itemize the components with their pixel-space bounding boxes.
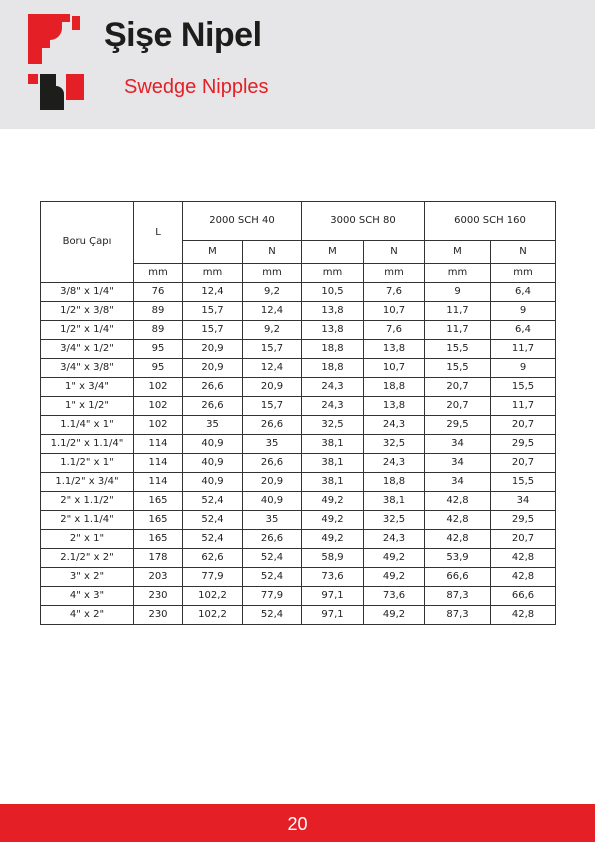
- header-group: 3000 SCH 80: [302, 202, 425, 241]
- pipe-size-cell: 1" x 3/4": [41, 378, 134, 397]
- page-subtitle: Swedge Nipples: [124, 76, 269, 98]
- value-cell: 11,7: [425, 321, 491, 340]
- pipe-size-cell: 2" x 1.1/2": [41, 492, 134, 511]
- value-cell: 97,1: [302, 606, 364, 625]
- header-sub-col: M: [425, 241, 491, 264]
- value-cell: 32,5: [364, 435, 425, 454]
- value-cell: 230: [134, 587, 183, 606]
- value-cell: 18,8: [302, 359, 364, 378]
- value-cell: 114: [134, 473, 183, 492]
- value-cell: 20,9: [243, 378, 302, 397]
- value-cell: 10,7: [364, 302, 425, 321]
- value-cell: 42,8: [491, 606, 556, 625]
- value-cell: 12,4: [243, 359, 302, 378]
- table-row: [41, 511, 556, 530]
- value-cell: 165: [134, 530, 183, 549]
- table-row: [41, 492, 556, 511]
- value-cell: 10,7: [364, 359, 425, 378]
- value-cell: 10,5: [302, 283, 364, 302]
- value-cell: 49,2: [364, 568, 425, 587]
- value-cell: 32,5: [364, 511, 425, 530]
- value-cell: 203: [134, 568, 183, 587]
- pipe-size-cell: 3/4" x 1/2": [41, 340, 134, 359]
- table-row: [41, 340, 556, 359]
- value-cell: 77,9: [243, 587, 302, 606]
- pipe-size-cell: 3" x 2": [41, 568, 134, 587]
- value-cell: 13,8: [364, 397, 425, 416]
- value-cell: 87,3: [425, 606, 491, 625]
- header-group: 2000 SCH 40: [183, 202, 302, 241]
- pipe-size-cell: 1.1/2" x 1": [41, 454, 134, 473]
- value-cell: 13,8: [302, 302, 364, 321]
- value-cell: 15,5: [425, 340, 491, 359]
- value-cell: 165: [134, 492, 183, 511]
- value-cell: 58,9: [302, 549, 364, 568]
- table-row: [41, 359, 556, 378]
- value-cell: 87,3: [425, 587, 491, 606]
- value-cell: 66,6: [491, 587, 556, 606]
- pipe-size-cell: 1/2" x 1/4": [41, 321, 134, 340]
- table-row: [41, 435, 556, 454]
- value-cell: 29,5: [491, 435, 556, 454]
- header-group: 6000 SCH 160: [425, 202, 556, 241]
- value-cell: 15,7: [183, 321, 243, 340]
- value-cell: 97,1: [302, 587, 364, 606]
- value-cell: 34: [425, 473, 491, 492]
- pipe-size-cell: 1.1/4" x 1": [41, 416, 134, 435]
- unit-cell: mm: [364, 264, 425, 283]
- value-cell: 52,4: [183, 492, 243, 511]
- value-cell: 114: [134, 454, 183, 473]
- pipe-size-cell: 1" x 1/2": [41, 397, 134, 416]
- value-cell: 49,2: [302, 530, 364, 549]
- value-cell: 9: [491, 302, 556, 321]
- value-cell: 12,4: [183, 283, 243, 302]
- value-cell: 15,7: [183, 302, 243, 321]
- value-cell: 42,8: [491, 549, 556, 568]
- value-cell: 66,6: [425, 568, 491, 587]
- table-row: [41, 473, 556, 492]
- value-cell: 29,5: [425, 416, 491, 435]
- value-cell: 40,9: [183, 435, 243, 454]
- pipe-size-cell: 1.1/2" x 3/4": [41, 473, 134, 492]
- value-cell: 102: [134, 397, 183, 416]
- value-cell: 9,2: [243, 283, 302, 302]
- value-cell: 18,8: [302, 340, 364, 359]
- value-cell: 20,9: [183, 359, 243, 378]
- value-cell: 20,9: [243, 473, 302, 492]
- value-cell: 20,7: [491, 416, 556, 435]
- pipe-size-cell: 2" x 1.1/4": [41, 511, 134, 530]
- value-cell: 178: [134, 549, 183, 568]
- page-number: 20: [287, 814, 308, 834]
- value-cell: 13,8: [364, 340, 425, 359]
- value-cell: 73,6: [302, 568, 364, 587]
- value-cell: 49,2: [302, 492, 364, 511]
- company-logo-icon: [26, 12, 86, 112]
- value-cell: 18,8: [364, 378, 425, 397]
- value-cell: 26,6: [183, 397, 243, 416]
- value-cell: 12,4: [243, 302, 302, 321]
- value-cell: 13,8: [302, 321, 364, 340]
- table-row: [41, 606, 556, 625]
- value-cell: 49,2: [364, 549, 425, 568]
- value-cell: 15,7: [243, 397, 302, 416]
- value-cell: 52,4: [243, 549, 302, 568]
- header-pipe-diameter: Boru Çapı: [41, 202, 134, 283]
- value-cell: 95: [134, 359, 183, 378]
- value-cell: 7,6: [364, 283, 425, 302]
- value-cell: 20,7: [491, 530, 556, 549]
- header-length: L: [134, 202, 183, 264]
- table-row: [41, 397, 556, 416]
- value-cell: 26,6: [243, 530, 302, 549]
- value-cell: 6,4: [491, 321, 556, 340]
- table-row: [41, 454, 556, 473]
- value-cell: 24,3: [364, 454, 425, 473]
- value-cell: 102: [134, 416, 183, 435]
- value-cell: 52,4: [243, 568, 302, 587]
- pipe-size-cell: 4" x 2": [41, 606, 134, 625]
- header-sub-col: N: [243, 241, 302, 264]
- value-cell: 89: [134, 302, 183, 321]
- value-cell: 35: [183, 416, 243, 435]
- header-sub-col: M: [302, 241, 364, 264]
- value-cell: 165: [134, 511, 183, 530]
- value-cell: 24,3: [364, 416, 425, 435]
- value-cell: 26,6: [243, 454, 302, 473]
- value-cell: 20,7: [425, 378, 491, 397]
- unit-cell: mm: [491, 264, 556, 283]
- value-cell: 114: [134, 435, 183, 454]
- value-cell: 26,6: [243, 416, 302, 435]
- value-cell: 40,9: [243, 492, 302, 511]
- value-cell: 42,8: [425, 530, 491, 549]
- value-cell: 11,7: [491, 397, 556, 416]
- value-cell: 62,6: [183, 549, 243, 568]
- value-cell: 7,6: [364, 321, 425, 340]
- pipe-size-cell: 1.1/2" x 1.1/4": [41, 435, 134, 454]
- table-row: [41, 378, 556, 397]
- value-cell: 32,5: [302, 416, 364, 435]
- value-cell: 76: [134, 283, 183, 302]
- value-cell: 15,5: [491, 378, 556, 397]
- value-cell: 52,4: [243, 606, 302, 625]
- value-cell: 9,2: [243, 321, 302, 340]
- table-row: [41, 416, 556, 435]
- value-cell: 15,5: [425, 359, 491, 378]
- value-cell: 15,5: [491, 473, 556, 492]
- value-cell: 18,8: [364, 473, 425, 492]
- value-cell: 42,8: [491, 568, 556, 587]
- value-cell: 9: [425, 283, 491, 302]
- value-cell: 34: [491, 492, 556, 511]
- value-cell: 24,3: [302, 397, 364, 416]
- value-cell: 230: [134, 606, 183, 625]
- value-cell: 35: [243, 435, 302, 454]
- value-cell: 102,2: [183, 587, 243, 606]
- dimensions-table: [40, 201, 556, 625]
- page-header: [0, 0, 595, 129]
- header-sub-col: N: [364, 241, 425, 264]
- value-cell: 24,3: [364, 530, 425, 549]
- unit-cell: mm: [302, 264, 364, 283]
- pipe-size-cell: 2.1/2" x 2": [41, 549, 134, 568]
- header-sub-col: M: [183, 241, 243, 264]
- unit-cell: mm: [134, 264, 183, 283]
- value-cell: 49,2: [302, 511, 364, 530]
- table-row: [41, 568, 556, 587]
- value-cell: 42,8: [425, 492, 491, 511]
- value-cell: 20,7: [491, 454, 556, 473]
- value-cell: 38,1: [364, 492, 425, 511]
- page-footer: [0, 804, 595, 842]
- value-cell: 102: [134, 378, 183, 397]
- value-cell: 102,2: [183, 606, 243, 625]
- table-row: [41, 302, 556, 321]
- value-cell: 49,2: [364, 606, 425, 625]
- table-row: [41, 283, 556, 302]
- table-row: [41, 587, 556, 606]
- value-cell: 11,7: [425, 302, 491, 321]
- value-cell: 9: [491, 359, 556, 378]
- value-cell: 24,3: [302, 378, 364, 397]
- pipe-size-cell: 1/2" x 3/8": [41, 302, 134, 321]
- value-cell: 29,5: [491, 511, 556, 530]
- value-cell: 26,6: [183, 378, 243, 397]
- value-cell: 52,4: [183, 511, 243, 530]
- value-cell: 20,7: [425, 397, 491, 416]
- unit-cell: mm: [425, 264, 491, 283]
- value-cell: 20,9: [183, 340, 243, 359]
- table-row: [41, 549, 556, 568]
- unit-cell: mm: [183, 264, 243, 283]
- value-cell: 95: [134, 340, 183, 359]
- table-row: [41, 321, 556, 340]
- value-cell: 38,1: [302, 435, 364, 454]
- value-cell: 53,9: [425, 549, 491, 568]
- pipe-size-cell: 4" x 3": [41, 587, 134, 606]
- value-cell: 15,7: [243, 340, 302, 359]
- value-cell: 40,9: [183, 473, 243, 492]
- value-cell: 52,4: [183, 530, 243, 549]
- value-cell: 11,7: [491, 340, 556, 359]
- value-cell: 6,4: [491, 283, 556, 302]
- value-cell: 89: [134, 321, 183, 340]
- value-cell: 40,9: [183, 454, 243, 473]
- value-cell: 34: [425, 435, 491, 454]
- value-cell: 77,9: [183, 568, 243, 587]
- value-cell: 34: [425, 454, 491, 473]
- unit-cell: mm: [243, 264, 302, 283]
- value-cell: 73,6: [364, 587, 425, 606]
- header-sub-col: N: [491, 241, 556, 264]
- pipe-size-cell: 3/8" x 1/4": [41, 283, 134, 302]
- page-title: Şişe Nipel: [104, 16, 262, 54]
- value-cell: 42,8: [425, 511, 491, 530]
- value-cell: 38,1: [302, 473, 364, 492]
- value-cell: 35: [243, 511, 302, 530]
- value-cell: 38,1: [302, 454, 364, 473]
- table-row: [41, 530, 556, 549]
- pipe-size-cell: 2" x 1": [41, 530, 134, 549]
- pipe-size-cell: 3/4" x 3/8": [41, 359, 134, 378]
